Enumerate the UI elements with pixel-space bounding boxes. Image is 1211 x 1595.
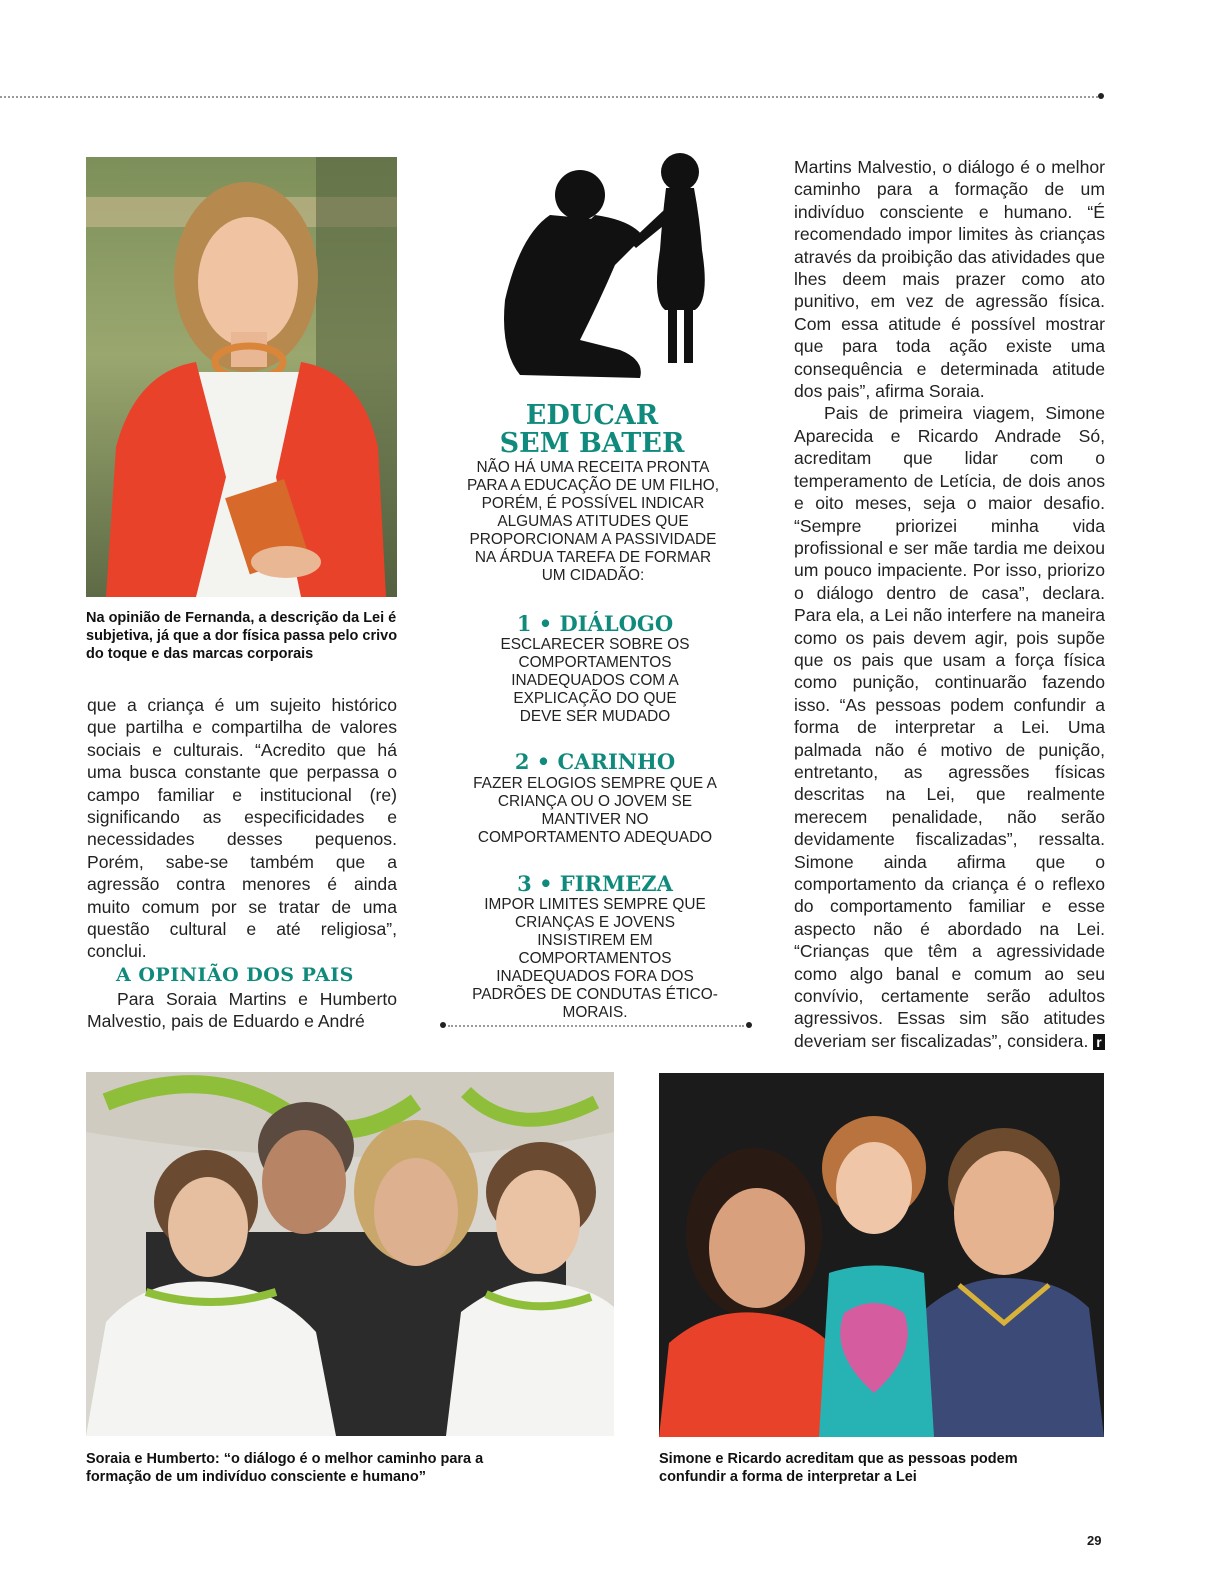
- sidebar-title-line1: EDUCAR: [525, 400, 659, 431]
- sidebar-intro: NÃO HÁ UMA RECEITA PRONTA PARA A EDUCAÇÃO DE UM FILHO, PORÉM, É POSSÍVEL INDICAR ALGUMAS ATITUDES QUE PROPORCIONAM A PASSIVIDADE NA ÁRDUA TAREFA DE FORMAR UM CIDADÃO:: [466, 459, 719, 584]
- left-column-continued: [87, 988, 397, 1033]
- photo-simone-ricardo-caption: Simone e Ricardo acreditam que as pessoas podem confundir a forma de interpretar a Lei: [659, 1451, 1018, 1485]
- photo-fernanda: [86, 157, 397, 597]
- left-paragraph-1: que a criança é um sujeito histórico que partilha e compartilha de valores sociais e culturais. “Acredito que há uma busca constante que perpassa o campo familiar e institucional (re) significando as especificidades e necessidades desses pequenos. Porém, sabe-se também que a agressão contra menores é ainda muito comum por se tratar de uma questão cultural e até religiosa”, conclui.: [87, 695, 397, 962]
- photo-fernanda-caption: Na opinião de Fernanda, a descrição da Lei é subjetiva, já que a dor física passa pelo crivo do toque e das marcas corporais: [86, 610, 398, 662]
- parent-child-silhouette-icon: [480, 150, 730, 390]
- sidebar-rule-dot-right: [746, 1022, 752, 1028]
- right-paragraph-1: Martins Malvestio, o diálogo é o melhor caminho para a formação de um indivíduo consciente e humano. “É recomendado impor limites às crianças através da proibição das atividades que lhes deem mais prazer como ato punitivo, em vez de agressão física. Com essa atitude é possível mostrar que para toda ação existe uma consequência e determinada atitude dos pais”, afirma Soraia.: [794, 157, 1105, 402]
- right-paragraph-2: [794, 402, 1105, 1052]
- right-paragraph-2-text: Pais de primeira viagem, Simone Aparecida e Ricardo Andrade Só, acreditam que lidar com o temperamento de Letícia, de dois anos e oito meses, seja o maior desafio. “Sempre priorizei minha vida profissional e ser mãe tardia me deixou um pouco impaciente. Por isso, priorizo o diálogo dentro de casa”, declara. Para ela, a Lei não interfere na maneira como os pais devem agir, pois supõe que os pais que usam a força física como punição, continuarão fazendo isso. “As pessoas podem confundir a forma de interpretar a Lei. Uma palmada não é motivo de punição, entretanto, as agressões físicas descritas na Lei, que realmente merecem penalidade, não serão devidamente fiscalizadas”, ressalta. Simone ainda afirma que o comportamento da criança é o reflexo do comportamento familiar e esse aspecto não é abordado na Lei. “Crianças que têm a agressividade como algo banal e comum ao seu convívio, certamente serão adultos agressivos. Essas sim são atitudes deveriam ser fiscalizadas”, considera.: [794, 403, 1105, 1051]
- sidebar-bottom-rule: [448, 1025, 744, 1027]
- right-column: [794, 156, 1105, 1052]
- top-rule-end-dot: [1098, 93, 1104, 99]
- sidebar-rule-dot-left: [440, 1022, 446, 1028]
- photo-soraia-humberto: [86, 1072, 614, 1436]
- sidebar-title-line2: SEM BATER: [499, 428, 685, 459]
- tip-1-heading: 1 • DIÁLOGO: [516, 611, 674, 636]
- subheading-opiniao-dos-pais: A OPINIÃO DOS PAIS: [116, 964, 354, 986]
- tip-1-text: ESCLARECER SOBRE OS COMPORTAMENTOS INADEQUADOS COM A EXPLICAÇÃO DO QUE DEVE SER MUDADO: [500, 636, 690, 725]
- end-of-article-icon: r: [1093, 1034, 1104, 1050]
- photo-simone-ricardo: [659, 1073, 1104, 1437]
- left-paragraph-2: Para Soraia Martins e Humberto Malvestio, pais de Eduardo e André: [87, 989, 397, 1032]
- tip-2-heading: 2 • CARINHO: [514, 749, 676, 774]
- top-dotted-rule: [0, 96, 1098, 98]
- tip-2-text: FAZER ELOGIOS SEMPRE QUE A CRIANÇA OU O JOVEM SE MANTIVER NO COMPORTAMENTO ADEQUADO: [473, 775, 717, 846]
- page-number: 29: [1087, 1533, 1102, 1548]
- left-column: [87, 694, 397, 963]
- photo-soraia-humberto-caption: Soraia e Humberto: “o diálogo é o melhor caminho para a formação de um indivíduo consciente e humano”: [86, 1451, 484, 1485]
- tip-3-heading: 3 • FIRMEZA: [517, 871, 673, 896]
- tip-3-text: IMPOR LIMITES SEMPRE QUE CRIANÇAS E JOVENS INSISTIREM EM COMPORTAMENTOS INADEQUADOS FORA DOS PADRÕES DE CONDUTAS ÉTICO-MORAIS.: [472, 896, 718, 1021]
